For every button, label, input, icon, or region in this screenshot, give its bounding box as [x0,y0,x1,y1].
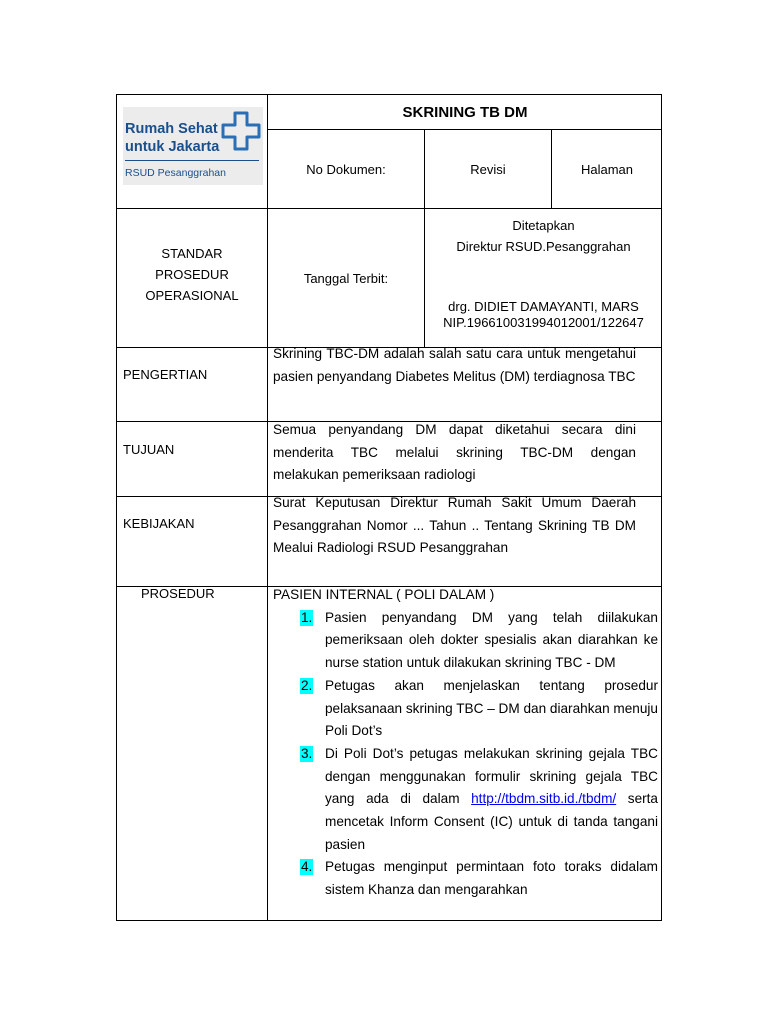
logo-text-line3: RSUD Pesanggrahan [125,167,226,179]
tujuan-label: TUJUAN [123,442,175,457]
revisi-label: Revisi [470,161,506,177]
sop-label-line2: PROSEDUR [155,267,229,282]
approval-block [425,215,662,257]
plus-cross-icon [219,109,263,153]
step-text: Pasien penyandang DM yang telah diilakukan pemeriksaan oleh dokter spesialis akan diarahkan ke nurse station untuk dilakukan skrining TBC - DM [325,609,658,671]
tbdm-link[interactable]: http://tbdm.sitb.id./tbdm/ [471,791,617,807]
kebijakan-label: KEBIJAKAN [123,516,195,531]
step-text: Petugas menginput permintaan foto toraks didalam sistem Khanza dan mengarahkan [325,859,658,898]
step-number: 1. [301,609,313,625]
document-title: SKRINING TB DM [402,103,528,121]
ditetapkan-text: Ditetapkan [512,218,575,233]
sop-label [117,243,267,306]
pengertian-text: Skrining TBC-DM adalah salah satu cara untuk mengetahui pasien penyandang Diabetes Melitus (DM) terdiagnosa TBC [273,346,636,384]
halaman-label: Halaman [580,161,634,177]
logo-text-line1: Rumah Sehat [125,121,218,137]
hospital-logo [123,107,263,185]
signer-name: drg. DIDIET DAMAYANTI, MARS [448,299,639,314]
step-text-before-link: Di Poli Dot’s petugas melakukan skrining gejala TBC dengan menggunakan formulir skrining gejala TBC yang ada di dalam [325,745,658,807]
list-item [273,607,658,675]
pengertian-label: PENGERTIAN [123,367,208,382]
step-text: Petugas akan menjelaskan tentang prosedur pelaksanaan skrining TBC – DM dan diarahkan menuju Poli Dot’s [325,677,658,739]
no-dokumen-label: No Dokumen: [306,161,386,177]
sop-document [116,94,662,921]
tanggal-terbit-label: Tanggal Terbit: [303,270,389,286]
direktur-text: Direktur RSUD.Pesanggrahan [456,239,631,254]
tujuan-text: Semua penyandang DM dapat diketahui secara dini menderita TBC melalui skrining TBC-DM dengan melakukan pemeriksaan radiologi [273,422,636,483]
step-number: 2. [301,677,313,693]
prosedur-label: PROSEDUR [141,586,215,601]
logo-text-line2: untuk Jakarta [125,139,220,155]
signature-block [425,299,662,331]
kebijakan-text: Surat Keputusan Direktur Rumah Sakit Umum Daerah Pesanggrahan Nomor ... Tahun .. Tentang Skrining TB DM Mealui Radiologi RSUD Pesanggrahan [273,495,636,556]
sop-label-line3: OPERASIONAL [145,288,239,303]
list-item [273,675,658,743]
logo-underline [125,160,259,161]
list-item [273,856,658,901]
step-text-after-link: serta mencetak Inform Consent (IC) untuk di tanda tangani pasien [325,791,658,852]
signer-nip: NIP.19661003199401200​1/122647 [443,315,644,330]
list-item [273,743,658,857]
prosedur-steps [273,607,658,902]
prosedur-content [273,584,658,902]
sop-label-line1: STANDAR [161,246,223,261]
step-number: 3. [301,745,313,761]
step-number: 4. [301,859,313,875]
prosedur-heading: PASIEN INTERNAL ( POLI DALAM ) [273,587,495,602]
